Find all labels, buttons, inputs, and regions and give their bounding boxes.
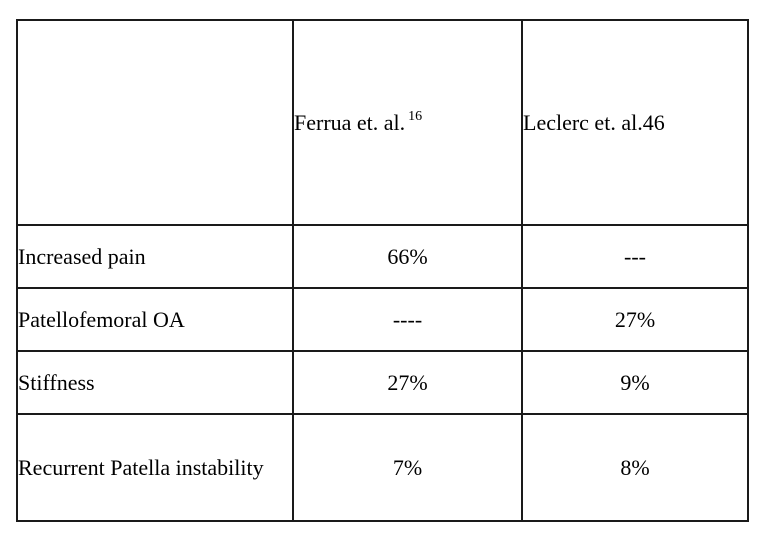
header-ferrua xyxy=(293,20,522,225)
table-row xyxy=(17,225,748,288)
ferrua-value: 27% xyxy=(293,351,522,414)
ferrua-value: 7% xyxy=(293,414,522,521)
row-label: Increased pain xyxy=(17,225,293,288)
table-row xyxy=(17,351,748,414)
leclerc-value: --- xyxy=(522,225,748,288)
header-leclerc: Leclerc et. al.46 xyxy=(522,20,748,225)
row-label: Recurrent Patella instability xyxy=(17,414,293,521)
table-header-row xyxy=(17,20,748,225)
table-row xyxy=(17,414,748,521)
leclerc-value: 9% xyxy=(522,351,748,414)
row-label: Patellofemoral OA xyxy=(17,288,293,351)
leclerc-value: 8% xyxy=(522,414,748,521)
header-corner-cell xyxy=(17,20,293,225)
table-row xyxy=(17,288,748,351)
ferrua-value: ---- xyxy=(293,288,522,351)
comparison-table xyxy=(16,19,749,522)
header-ferrua-label: Ferrua et. al. xyxy=(294,109,406,135)
ferrua-value: 66% xyxy=(293,225,522,288)
header-ferrua-reference: 16 xyxy=(408,108,423,124)
row-label: Stiffness xyxy=(17,351,293,414)
leclerc-value: 27% xyxy=(522,288,748,351)
